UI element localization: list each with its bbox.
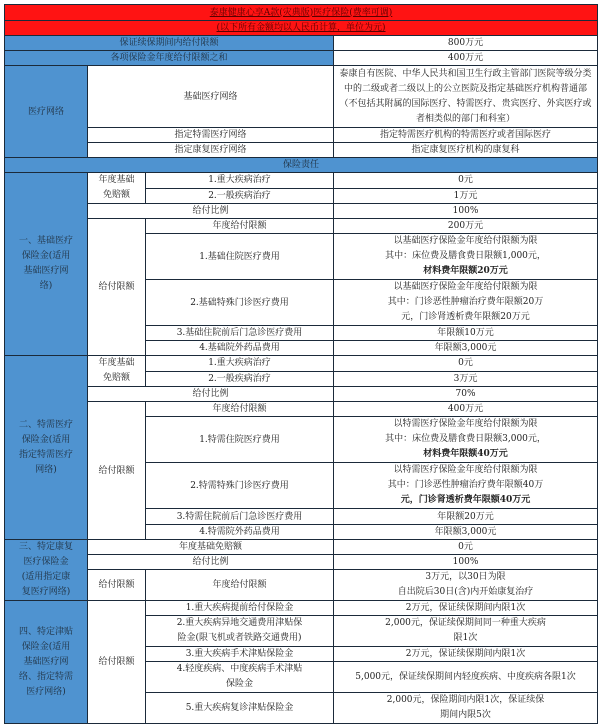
- text-line: 络、指定特需: [18, 671, 73, 682]
- text-line: 三、特定康复: [18, 542, 73, 552]
- benefit-item: 1.基础住院医疗费用: [146, 234, 334, 280]
- section-label: [5, 601, 88, 724]
- network-description: 指定康复医疗机构的康复科: [334, 143, 598, 158]
- text-line: 元，门诊肾透析费年限额20万元: [401, 312, 530, 322]
- benefit-item: [146, 662, 334, 693]
- benefit-detail: 年限额20万元: [334, 509, 598, 525]
- summary-label: 各项保险金年度给付限额之和: [5, 51, 334, 66]
- benefit-item: 1.特需住院医疗费用: [146, 417, 334, 463]
- annual-limit-value: 200万元: [334, 219, 598, 234]
- section-label: [5, 173, 88, 356]
- benefit-detail: [334, 417, 598, 463]
- text-line: 医疗网络): [26, 686, 66, 697]
- text-line: 其中：门诊恶性肿瘤治疗费年限额40万: [387, 480, 544, 490]
- summary-label: 保证续保期间内给付限额: [5, 36, 334, 51]
- text-line: 材料费年限额40万元: [423, 449, 508, 459]
- ratio-value: 70%: [334, 387, 598, 402]
- text-line: 二、特需医疗: [18, 419, 73, 430]
- benefit-item: 4.基础院外药品费用: [146, 341, 334, 356]
- text-line: 2,000元，保证续保期间同一种重大疾病: [385, 618, 546, 628]
- text-line: 中的二级或者二级以上的公立医院及指定基础医疗机构普通部: [344, 83, 588, 94]
- text-line: 以基础医疗保险金年度给付限额为限: [393, 282, 538, 292]
- benefit-item: [146, 616, 334, 647]
- deductible-label: [88, 356, 146, 387]
- deductible-value: 0元: [334, 173, 598, 189]
- text-line: 其中：床位费及膳食费日限额3,000元，: [385, 434, 546, 444]
- text-line: 基础医疗网: [23, 266, 69, 276]
- benefit-detail: [334, 463, 598, 509]
- network-name: 指定特需医疗网络: [88, 128, 334, 143]
- benefit-item: 4.特需院外药品费用: [146, 525, 334, 540]
- ratio-label: 给付比例: [88, 387, 334, 402]
- text-line: 保险金: [225, 679, 253, 689]
- benefit-detail: 2万元，保证续保期间内限1次: [334, 647, 598, 662]
- text-line: 自出院后30日(含)内开始康复治疗: [397, 587, 534, 597]
- text-line: 网络): [35, 464, 57, 475]
- text-line: 2.重大疾病异地交通费用津贴保: [176, 618, 303, 628]
- network-label: 医疗网络: [5, 66, 88, 158]
- text-line: (适用指定康: [21, 572, 71, 582]
- annual-limit-label: 年度给付限额: [146, 402, 334, 417]
- limit-label: 给付限额: [88, 570, 146, 601]
- text-line: 其中：床位费及膳食费日限额1,000元，: [385, 251, 546, 261]
- network-description: 指定特需医疗机构的特需医疗或者国际医疗: [334, 128, 598, 143]
- deductible-item: 2.一般疾病治疗: [146, 371, 334, 387]
- limit-label: 给付限额: [88, 402, 146, 540]
- network-name: 指定康复医疗网络: [88, 143, 334, 158]
- benefit-detail: 年限额3,000元: [334, 341, 598, 356]
- text-line: 2,000元，保险期间内限1次，保证续保: [386, 695, 545, 705]
- text-line: 保险金(适用: [21, 641, 71, 652]
- text-line: 限1次: [453, 633, 478, 643]
- summary-value: 400万元: [334, 51, 598, 66]
- benefit-item: 1.重大疾病提前给付保险金: [146, 601, 334, 616]
- text-line: 指定特需医疗: [18, 449, 73, 460]
- text-line: 保险金(适用: [21, 251, 71, 261]
- text-line: 医疗保险金: [23, 557, 69, 567]
- ratio-label: 给付比例: [88, 555, 334, 570]
- responsibility-header: 保险责任: [5, 158, 598, 173]
- text-line: 元，门诊肾透析费年限额40万元: [400, 495, 531, 505]
- section-label: [5, 356, 88, 540]
- text-line: 络): [39, 281, 53, 291]
- limit-label: 给付限额: [88, 219, 146, 356]
- text-line: 材料费年限额20万元: [423, 266, 508, 276]
- deductible-item: 1.重大疾病治疗: [146, 173, 334, 189]
- text-line: 年度基础: [98, 175, 135, 185]
- deductible-item: 1.重大疾病治疗: [146, 356, 334, 372]
- deductible-label: 年度基础免赔额: [88, 540, 334, 555]
- benefit-item: 3.特需住院前后门急诊医疗费用: [146, 509, 334, 525]
- text-line: 以特需医疗保险金年度给付限额为限: [393, 419, 538, 429]
- deductible-value: 3万元: [334, 371, 598, 387]
- deductible-value: 0元: [334, 540, 598, 555]
- network-description: [334, 66, 598, 128]
- annual-limit-value: 400万元: [334, 402, 598, 417]
- currency-note: (以下所有金额均以人民币计算，单位为元): [5, 21, 598, 36]
- deductible-item: 2.一般疾病治疗: [146, 188, 334, 204]
- benefit-item: 2.特需特殊门诊医疗费用: [146, 463, 334, 509]
- text-line: 基础医疗网: [23, 656, 69, 667]
- text-line: 险金(限飞机或者铁路交通费用): [177, 633, 302, 643]
- text-line: 者相类似的部门和科室）: [416, 113, 516, 124]
- benefit-detail: [334, 616, 598, 647]
- benefit-detail: [334, 234, 598, 280]
- benefit-detail: [334, 693, 598, 724]
- benefit-detail: 年限额3,000元: [334, 525, 598, 540]
- product-title: 泰康健康心享A款(灾典版)医疗保险(费率可调): [5, 5, 598, 21]
- annual-limit-label: 年度给付限额: [146, 219, 334, 234]
- text-line: 泰康自有医院、中华人民共和国卫生行政主管部门医院等级分类: [339, 68, 592, 79]
- text-line: 年度基础: [98, 358, 135, 368]
- annual-limit-label: 年度给付限额: [146, 570, 334, 601]
- text-line: 复医疗网络): [21, 587, 71, 597]
- text-line: 免赔额: [102, 373, 130, 383]
- limit-label: 给付限额: [88, 601, 146, 724]
- text-line: 以基础医疗保险金年度给付限额为限: [393, 236, 538, 246]
- insurance-benefits-table: [4, 4, 598, 724]
- text-line: 以特需医疗保险金年度给付限额为限: [393, 465, 538, 475]
- benefit-detail: [334, 280, 598, 326]
- text-line: 3万元，以30日为限: [425, 572, 506, 582]
- benefit-item: 5.重大疾病复诊津贴保险金: [146, 693, 334, 724]
- text-line: 一、基础医疗: [18, 236, 73, 246]
- benefit-item: 3.基础住院前后门急诊医疗费用: [146, 326, 334, 341]
- benefit-detail: 5,000元，保证续保期间内轻度疾病、中度疾病各限1次: [334, 662, 598, 693]
- benefit-detail: 2万元，保证续保期间内限1次: [334, 601, 598, 616]
- deductible-label: [88, 173, 146, 204]
- ratio-label: 给付比例: [88, 204, 334, 219]
- deductible-value: 1万元: [334, 188, 598, 204]
- text-line: 四、特定津贴: [18, 626, 73, 637]
- summary-value: 800万元: [334, 36, 598, 51]
- text-line: 免赔额: [102, 190, 130, 200]
- annual-limit-value: [334, 570, 598, 601]
- text-line: 其中：门诊恶性肿瘤治疗费年限额20万: [387, 297, 544, 307]
- text-line: 期间内限5次: [440, 710, 491, 720]
- text-line: 4.轻度疾病、中度疾病手术津贴: [176, 664, 303, 674]
- network-name: 基础医疗网络: [88, 66, 334, 128]
- deductible-value: 0元: [334, 356, 598, 372]
- ratio-value: 100%: [334, 555, 598, 570]
- benefit-detail: 年限额10万元: [334, 326, 598, 341]
- benefit-item: 2.基础特殊门诊医疗费用: [146, 280, 334, 326]
- text-line: （不包括其附属的国际医疗、特需医疗、贵宾医疗、外宾医疗或: [339, 98, 592, 109]
- section-label: [5, 540, 88, 601]
- text-line: 保险金(适用: [21, 434, 71, 445]
- benefit-item: 3.重大疾病手术津贴保险金: [146, 647, 334, 662]
- ratio-value: 100%: [334, 204, 598, 219]
